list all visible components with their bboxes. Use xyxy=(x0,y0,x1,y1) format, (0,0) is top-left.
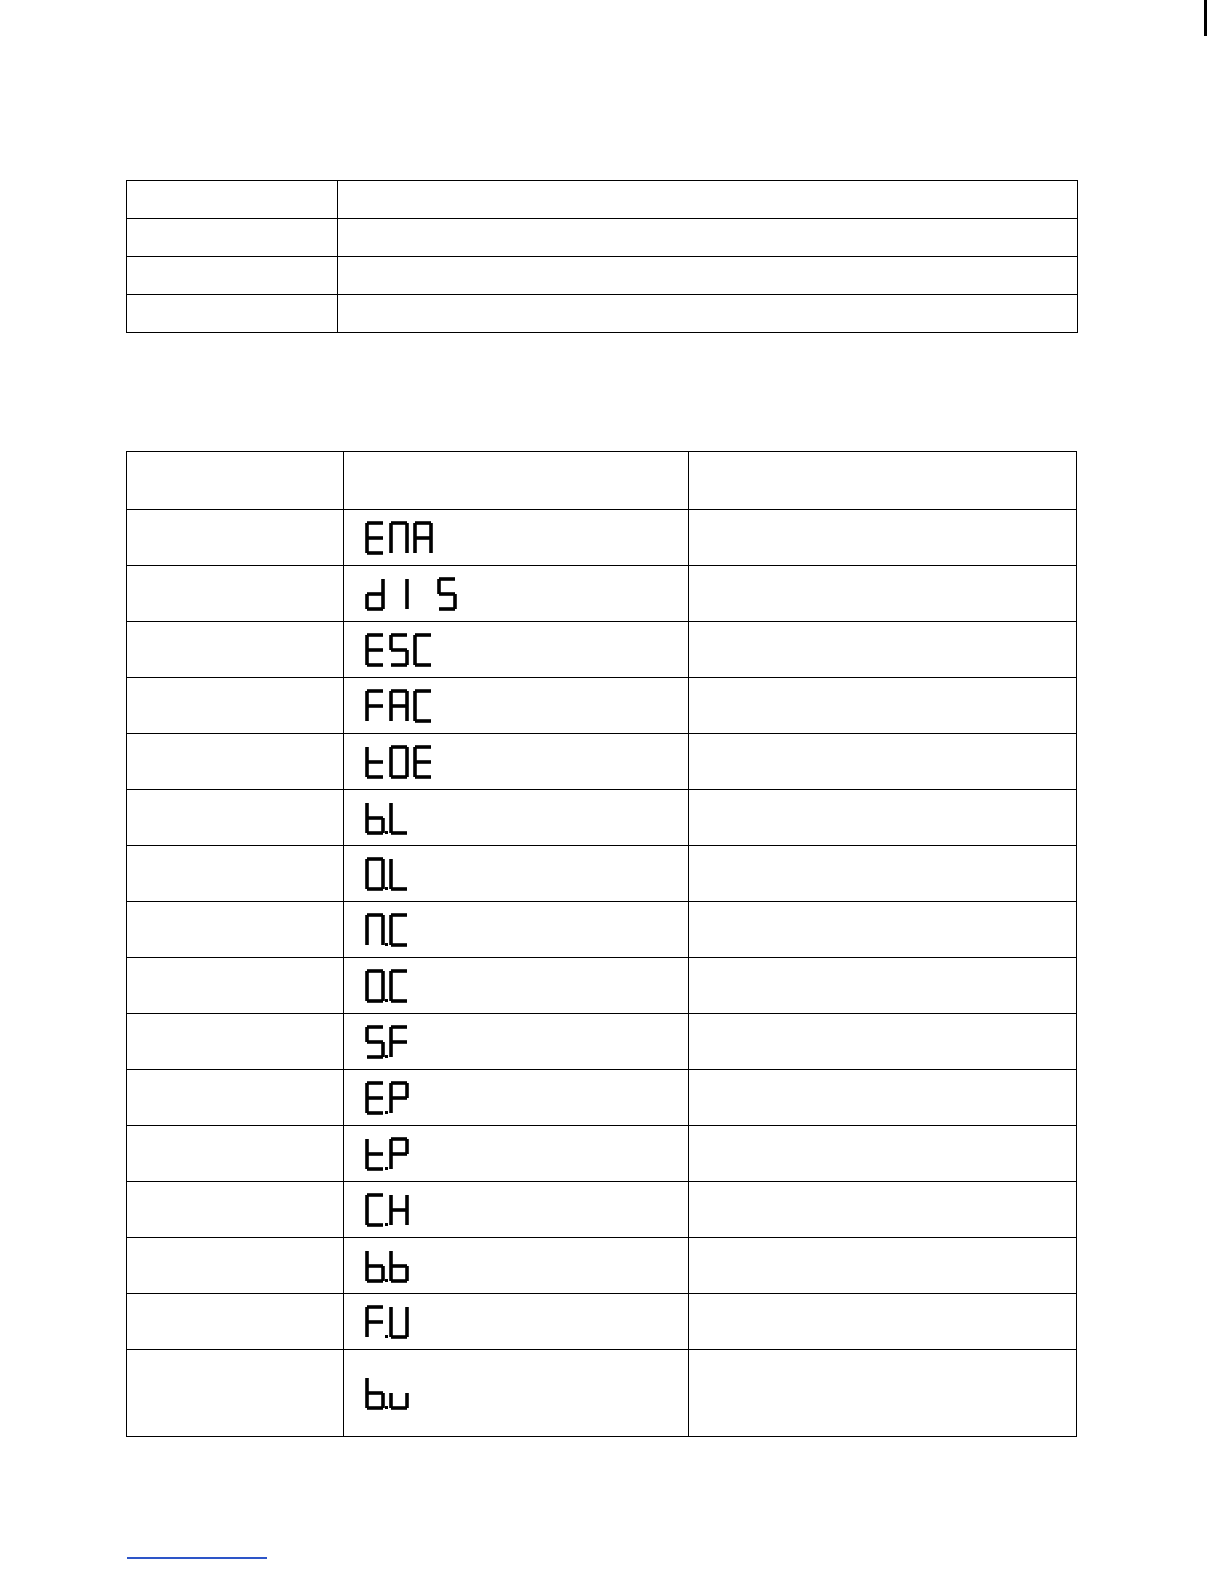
footer-link-underline xyxy=(127,1557,267,1559)
lcd-code-cell xyxy=(344,1126,689,1182)
table-cell xyxy=(127,1294,344,1350)
table-header-row xyxy=(127,452,1077,510)
lcd-code-glyph xyxy=(364,1080,416,1116)
lcd-code-glyph xyxy=(364,1375,416,1411)
table-row xyxy=(127,622,1077,678)
lcd-code-cell xyxy=(344,846,689,902)
table-cell xyxy=(127,1238,344,1294)
table-cell xyxy=(127,1126,344,1182)
table-row xyxy=(127,1350,1077,1437)
table-cell xyxy=(689,510,1077,566)
lcd-decimal-point xyxy=(385,999,388,1002)
lcd-code-glyph xyxy=(364,520,440,556)
table-cell xyxy=(127,1350,344,1437)
table-row xyxy=(127,1238,1077,1294)
table-cell xyxy=(689,1126,1077,1182)
table-cell xyxy=(689,902,1077,958)
lcd-decimal-point xyxy=(385,1055,388,1058)
header-cell xyxy=(344,452,689,510)
lcd-code-cell xyxy=(344,1238,689,1294)
table-row xyxy=(127,257,1078,295)
table-row xyxy=(127,734,1077,790)
header-cell xyxy=(689,452,1077,510)
table-cell xyxy=(689,790,1077,846)
lcd-code-cell xyxy=(344,958,689,1014)
lcd-code-cell xyxy=(344,1294,689,1350)
table-cell xyxy=(127,219,338,257)
table-cell xyxy=(127,622,344,678)
table-cell xyxy=(338,257,1078,295)
lcd-code-glyph xyxy=(364,576,464,612)
lcd-code-glyph xyxy=(364,856,416,892)
table-cell xyxy=(127,295,338,333)
lcd-code-cell xyxy=(344,790,689,846)
table-cell xyxy=(127,181,338,219)
table-cell xyxy=(338,181,1078,219)
table-cell xyxy=(127,846,344,902)
table-cell xyxy=(689,678,1077,734)
summary-table xyxy=(126,180,1078,333)
lcd-code-glyph xyxy=(364,1136,416,1172)
table-cell xyxy=(689,846,1077,902)
table-row xyxy=(127,1126,1077,1182)
lcd-code-cell xyxy=(344,678,689,734)
lcd-code-cell xyxy=(344,510,689,566)
lcd-code-glyph xyxy=(364,800,416,836)
table-cell xyxy=(689,1294,1077,1350)
table-cell xyxy=(127,1014,344,1070)
table-row xyxy=(127,295,1078,333)
lcd-code-glyph xyxy=(364,1248,416,1284)
table-row xyxy=(127,958,1077,1014)
table-row xyxy=(127,678,1077,734)
lcd-decimal-point xyxy=(385,831,388,834)
table-row xyxy=(127,790,1077,846)
table-cell xyxy=(689,1350,1077,1437)
table-cell xyxy=(127,790,344,846)
lcd-code-cell xyxy=(344,566,689,622)
lcd-decimal-point xyxy=(385,1111,388,1114)
table-cell xyxy=(689,1238,1077,1294)
lcd-code-table xyxy=(126,451,1077,1437)
lcd-code-glyph xyxy=(364,688,440,724)
table-cell xyxy=(689,958,1077,1014)
table-cell xyxy=(689,622,1077,678)
table-cell xyxy=(689,1014,1077,1070)
lcd-code-glyph xyxy=(364,968,416,1004)
table-row xyxy=(127,566,1077,622)
lcd-decimal-point xyxy=(385,1223,388,1226)
table-row xyxy=(127,1294,1077,1350)
lcd-decimal-point xyxy=(385,887,388,890)
table-cell xyxy=(127,257,338,295)
lcd-code-cell xyxy=(344,902,689,958)
lcd-decimal-point xyxy=(385,1167,388,1170)
table-cell xyxy=(338,295,1078,333)
table-cell xyxy=(127,734,344,790)
table-row xyxy=(127,902,1077,958)
table-cell xyxy=(689,566,1077,622)
lcd-code-glyph xyxy=(364,1192,416,1228)
table-row xyxy=(127,219,1078,257)
table-cell xyxy=(338,219,1078,257)
table-cell xyxy=(127,678,344,734)
lcd-code-cell xyxy=(344,1070,689,1126)
lcd-code-glyph xyxy=(364,744,440,780)
lcd-code-glyph xyxy=(364,1024,416,1060)
lcd-code-glyph xyxy=(364,1304,416,1340)
table-row xyxy=(127,846,1077,902)
table-row xyxy=(127,181,1078,219)
table-row xyxy=(127,1070,1077,1126)
table-cell xyxy=(127,958,344,1014)
header-cell xyxy=(127,452,344,510)
table-cell xyxy=(127,566,344,622)
table-cell xyxy=(689,734,1077,790)
table-cell xyxy=(127,902,344,958)
lcd-decimal-point xyxy=(385,943,388,946)
table-cell xyxy=(127,1182,344,1238)
table-cell xyxy=(127,1070,344,1126)
lcd-code-glyph xyxy=(364,912,416,948)
table-row xyxy=(127,510,1077,566)
lcd-code-cell xyxy=(344,1182,689,1238)
table-row xyxy=(127,1014,1077,1070)
lcd-decimal-point xyxy=(385,1335,388,1338)
table-cell xyxy=(689,1070,1077,1126)
table-cell xyxy=(127,510,344,566)
lcd-code-cell xyxy=(344,622,689,678)
lcd-code-cell xyxy=(344,734,689,790)
lcd-code-glyph xyxy=(364,632,440,668)
lcd-code-cell xyxy=(344,1350,689,1437)
lcd-decimal-point xyxy=(385,1406,388,1409)
page-edge-mark xyxy=(1204,0,1207,36)
table-cell xyxy=(689,1182,1077,1238)
lcd-code-cell xyxy=(344,1014,689,1070)
lcd-decimal-point xyxy=(385,1279,388,1282)
table-row xyxy=(127,1182,1077,1238)
